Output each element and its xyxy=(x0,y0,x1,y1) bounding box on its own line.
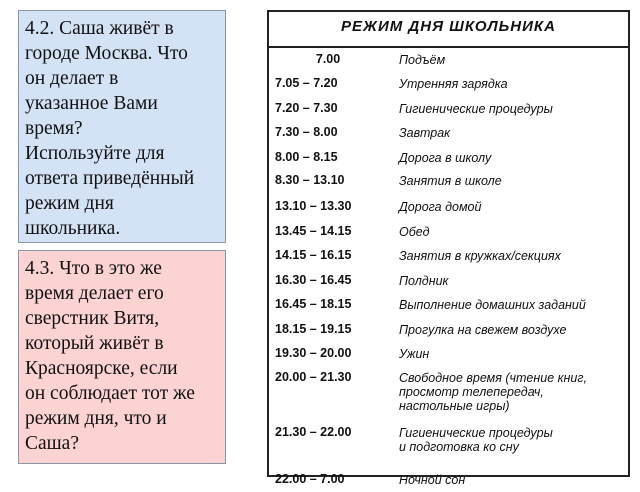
schedule-row xyxy=(269,48,628,72)
schedule-time: 20.00 – 21.30 xyxy=(275,370,352,384)
schedule-row xyxy=(269,293,628,318)
schedule-activity: Утренняя зарядка xyxy=(399,77,508,91)
schedule-time: 7.00 xyxy=(315,52,341,66)
schedule-time: 18.15 – 19.15 xyxy=(275,322,352,336)
schedule-row xyxy=(269,72,628,97)
schedule-row xyxy=(269,366,628,421)
schedule-time: 22.00 – 7.00 xyxy=(275,472,345,486)
schedule-activity: Полдник xyxy=(399,274,449,288)
schedule-activity: Ужин xyxy=(399,347,430,361)
schedule-row xyxy=(269,421,628,468)
question-4-3: 4.3. Что в это же время делает его сверстник Витя, который живёт в Красноярске, если он соблюдает тот же режим дня, что и Саша? xyxy=(18,250,226,464)
schedule-time: 16.45 – 18.15 xyxy=(275,297,352,311)
schedule-time: 8.30 – 13.10 xyxy=(275,173,345,187)
schedule-row xyxy=(269,318,628,342)
schedule-row xyxy=(269,220,628,244)
schedule-time: 16.30 – 16.45 xyxy=(275,273,352,287)
schedule-activity: Гигиенические процедуры и подготовка ко сну xyxy=(399,426,553,454)
schedule-time: 7.05 – 7.20 xyxy=(275,76,338,90)
schedule-activity: Дорога в школу xyxy=(399,151,492,165)
schedule-time: 13.10 – 13.30 xyxy=(275,199,352,213)
schedule-row xyxy=(269,97,628,121)
schedule-row xyxy=(269,269,628,293)
schedule-time: 7.30 – 8.00 xyxy=(275,125,338,139)
schedule-activity: Занятия в школе xyxy=(399,174,502,188)
schedule-activity: Дорога домой xyxy=(399,200,482,214)
schedule-activity: Обед xyxy=(399,225,430,239)
schedule-activity: Подъём xyxy=(399,53,446,67)
schedule-activity: Занятия в кружках/секциях xyxy=(399,249,561,263)
schedule-row xyxy=(269,169,628,195)
schedule-time: 14.15 – 16.15 xyxy=(275,248,352,262)
question-4-2: 4.2. Саша живёт в городе Москва. Что он делает в указанное Вами время? Используйте для ответа приведённый режим дня школьника. xyxy=(18,10,226,243)
schedule-row xyxy=(269,121,628,146)
schedule-row xyxy=(269,195,628,220)
schedule-row xyxy=(269,244,628,269)
schedule-row xyxy=(269,146,628,169)
schedule-row xyxy=(269,342,628,366)
schedule-activity: Выполнение домашних заданий xyxy=(399,298,586,312)
schedule-row xyxy=(269,468,628,492)
schedule-time: 7.20 – 7.30 xyxy=(275,101,338,115)
schedule-activity: Завтрак xyxy=(399,126,451,140)
schedule-time: 21.30 – 22.00 xyxy=(275,425,352,439)
schedule-activity: Гигиенические процедуры xyxy=(399,102,553,116)
schedule-title: РЕЖИМ ДНЯ ШКОЛЬНИКА xyxy=(269,12,628,48)
schedule-activity: Ночной сон xyxy=(399,473,466,487)
schedule-activity: Свободное время (чтение книг, просмотр телепередач, настольные игры) xyxy=(399,371,588,413)
schedule-time: 19.30 – 20.00 xyxy=(275,346,352,360)
schedule-time: 13.45 – 14.15 xyxy=(275,224,352,238)
schedule-activity: Прогулка на свежем воздухе xyxy=(399,323,567,337)
schedule-time: 8.00 – 8.15 xyxy=(275,150,338,164)
schedule-table xyxy=(267,10,630,487)
